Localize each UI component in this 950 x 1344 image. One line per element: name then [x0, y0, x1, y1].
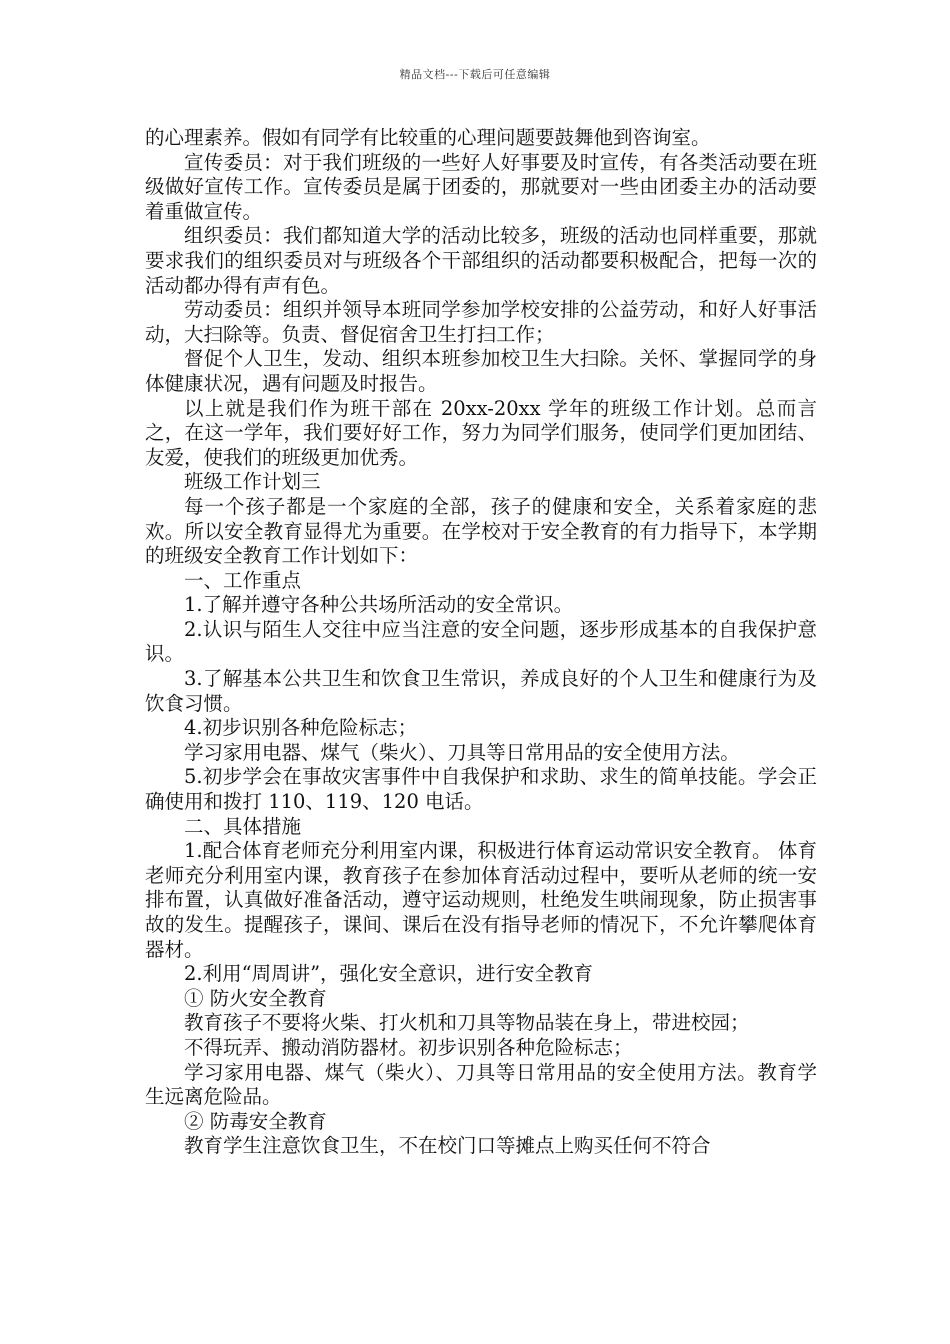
subsection-heading: ① 防火安全教育	[184, 986, 327, 1010]
paragraph: 学习家用电器、煤气（柴火）、刀具等日常用品的安全使用方法。教育学生远离危险品。	[145, 1060, 817, 1109]
list-item: 5.初步学会在事故灾害事件中自我保护和求助、求生的简单技能。学会正确使用和拨打 110、119、120 电话。	[145, 765, 817, 814]
document-body	[145, 126, 817, 1159]
paragraph: 组织委员：我们都知道大学的活动比较多，班级的活动也同样重要，那就要求我们的组织委员对与班级各个干部组织的活动都要积极配合，把每一次的活动都办得有声有色。	[145, 224, 817, 297]
list-item: 1.了解并遵守各种公共场所活动的安全常识。	[184, 593, 574, 617]
paragraph: 教育学生注意饮食卫生，不在校门口等摊点上购买任何不符合	[184, 1134, 711, 1158]
list-item: 3.了解基本公共卫生和饮食卫生常识，养成良好的个人卫生和健康行为及饮食习惯。	[145, 667, 817, 715]
page-header: 精品文档---下载后可任意编辑	[399, 68, 551, 81]
section-heading: 班级工作计划三	[184, 470, 321, 494]
list-item: 4.初步识别各种危险标志；	[184, 716, 418, 740]
paragraph: 劳动委员：组织并领导本班同学参加学校安排的公益劳动，和好人好事活动，大扫除等。负责、督促宿舍卫生打扫工作；	[145, 298, 817, 346]
list-item: 2.认识与陌生人交往中应当注意的安全问题，逐步形成基本的自我保护意识。	[145, 617, 817, 666]
paragraph: 每一个孩子都是一个家庭的全部，孩子的健康和安全，关系着家庭的悲欢。所以安全教育显得尤为重要。在学校对于安全教育的有力指导下，本学期的班级安全教育工作计划如下：	[145, 494, 817, 568]
paragraph: 宣传委员：对于我们班级的一些好人好事要及时宣传，有各类活动要在班级做好宣传工作。宣传委员是属于团委的，那就要对一些由团委主办的活动要着重做宣传。	[145, 150, 817, 223]
paragraph: 教育孩子不要将火柴、打火机和刀具等物品装在身上，带进校园；	[184, 1011, 750, 1035]
paragraph: 督促个人卫生，发动、组织本班参加校卫生大扫除。关怀、掌握同学的身体健康状况，遇有问题及时报告。	[145, 347, 817, 395]
paragraph: 不得玩弄、搬动消防器材。初步识别各种危险标志；	[184, 1035, 633, 1059]
paragraph: 学习家用电器、煤气（柴火）、刀具等日常用品的安全使用方法。	[184, 740, 740, 764]
list-item: 1.配合体育老师充分利用室内课，积极进行体育运动常识安全教育。 体育老师充分利用室内课，教育孩子在参加体育活动过程中，要听从老师的统一安排布置，认真做好准备活动，遵守运动规则，杜绝发生哄闹现象，防止损害事故的发生。提醒孩子，课间、课后在没有指导老师的情况下，不允许攀爬体育器材。	[145, 839, 817, 961]
section-heading: 二、具体措施	[184, 814, 302, 838]
list-item: 2.利用“周周讲”，强化安全意识，进行安全教育	[184, 962, 594, 986]
paragraph: 以上就是我们作为班干部在 20xx-20xx 学年的班级工作计划。总而言之，在这一学年，我们要好好工作，努力为同学们服务，使同学们更加团结、友爱，使我们的班级更加优秀。	[145, 396, 817, 469]
section-heading: 一、工作重点	[184, 568, 302, 592]
paragraph: 的心理素养。假如有同学有比较重的心理问题要鼓舞他到咨询室。	[145, 126, 711, 149]
subsection-heading: ② 防毒安全教育	[184, 1109, 327, 1133]
